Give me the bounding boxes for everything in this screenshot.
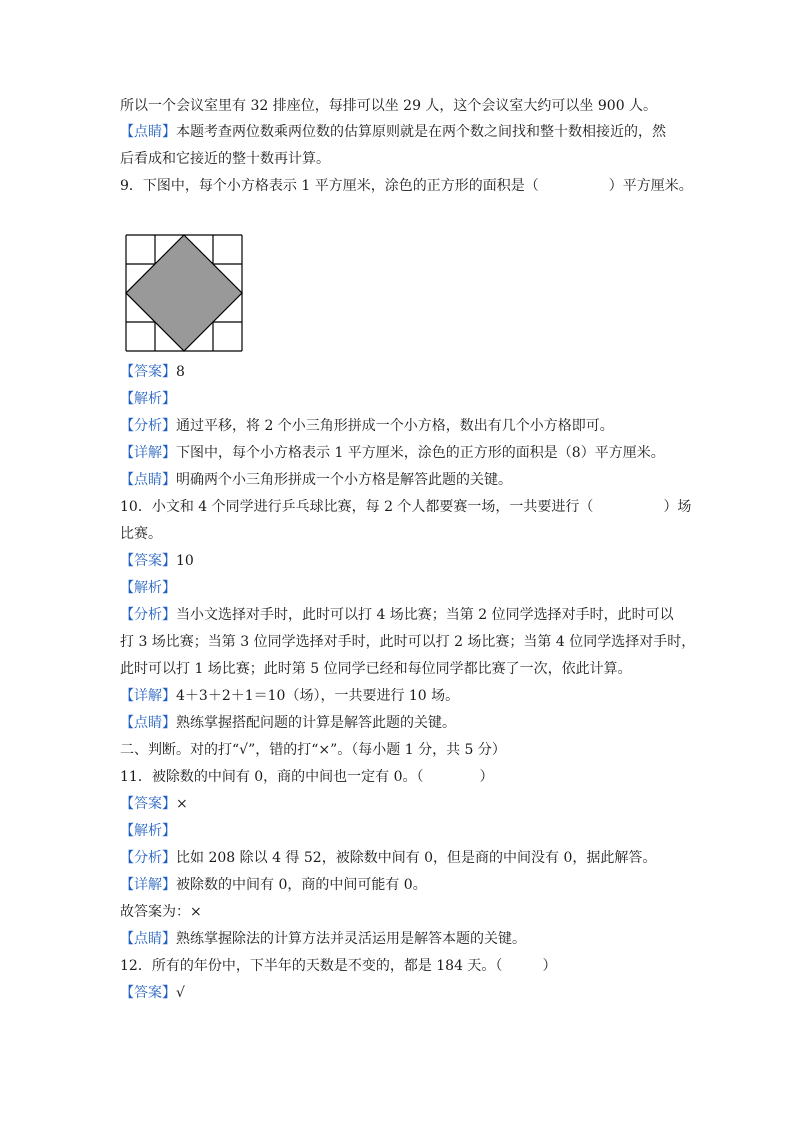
label-tag: 【解析】 [120,823,176,839]
text-line: 【详解】被除数的中间有 0，商的中间可能有 0。 [120,877,427,893]
text-line: 【点睛】本题考查两位数乘两位数的估算原则就是在两个数之间找和整十数相接近的，然 [120,124,666,140]
question-9: 9．下图中，每个小方格表示 1 平方厘米，涂色的正方形的面积是（ ）平方厘米。 [120,178,693,194]
label-tag: 【答案】 [120,553,176,569]
text-line: 【答案】× [120,796,188,812]
text-line: 【分析】比如 208 除以 4 得 52，被除数中间有 0，但是商的中间没有 0，据此解答。 [120,850,657,866]
text-line: 【详解】4＋3＋2＋1＝10（场），一共要进行 10 场。 [120,688,460,704]
label-tag: 【答案】 [120,985,176,1001]
label-tag: 【详解】 [120,688,176,704]
text-line: 【分析】当小文选择对手时，此时可以打 4 场比赛；当第 2 位同学选择对手时，此时可以 [120,607,674,623]
text-line: 比赛。 [120,526,162,542]
label-tag: 【点睛】 [120,472,176,488]
grid-figure [125,234,243,352]
label-tag: 【点睛】 [120,124,176,140]
text-line [120,821,176,841]
question-12: 12．所有的年份中，下半年的天数是不变的，都是 184 天。（ ） [120,958,557,974]
text-line: 【分析】通过平移，将 2 个小三角形拼成一个小方格，数出有几个小方格即可。 [120,418,614,434]
text-line: 【答案】8 [120,364,185,380]
section-heading: 二、判断。对的打“√”，错的打“×”。（每小题 1 分，共 5 分） [120,742,506,758]
label-tag: 【点睛】 [120,715,176,731]
label-tag: 【答案】 [120,364,176,380]
text-line: 【点睛】明确两个小三角形拼成一个小方格是解答此题的关键。 [120,472,512,488]
label-tag: 【详解】 [120,445,176,461]
label-tag: 【解析】 [120,580,176,596]
question-10: 10．小文和 4 个同学进行乒乓球比赛，每 2 个人都要赛一场，一共要进行（ ）场 [120,499,692,515]
label-tag: 【分析】 [120,418,176,434]
text-line: 后看成和它接近的整十数再计算。 [120,151,330,167]
text-line: 【点睛】熟练掌握搭配问题的计算是解答此题的关键。 [120,715,456,731]
text-line: 【答案】√ [120,985,185,1001]
question-11: 11．被除数的中间有 0，商的中间也一定有 0。（ ） [120,769,494,785]
shaded-square [126,235,242,351]
text-line: 此时可以打 1 场比赛；此时第 5 位同学已经和每位同学都比赛了一次，依此计算。 [120,661,632,677]
text-line: 故答案为：× [120,904,202,920]
text-line: 【详解】下图中，每个小方格表示 1 平方厘米，涂色的正方形的面积是（8）平方厘米。 [120,445,665,461]
label-tag: 【分析】 [120,850,176,866]
label-tag: 【详解】 [120,877,176,893]
text-line [120,389,176,409]
text-line: 打 3 场比赛；当第 3 位同学选择对手时，此时可以打 2 场比赛；当第 4 位同学选择对手时， [120,634,696,650]
label-tag: 【分析】 [120,607,176,623]
text-line: 所以一个会议室里有 32 排座位，每排可以坐 29 人，这个会议室大约可以坐 900 人。 [120,98,658,114]
label-tag: 【解析】 [120,391,176,407]
label-tag: 【答案】 [120,796,176,812]
text-line: 【答案】10 [120,553,194,569]
label-tag: 【点睛】 [120,931,176,947]
text-line [120,578,176,598]
text-line: 【点睛】熟练掌握除法的计算方法并灵活运用是解答本题的关键。 [120,931,526,947]
